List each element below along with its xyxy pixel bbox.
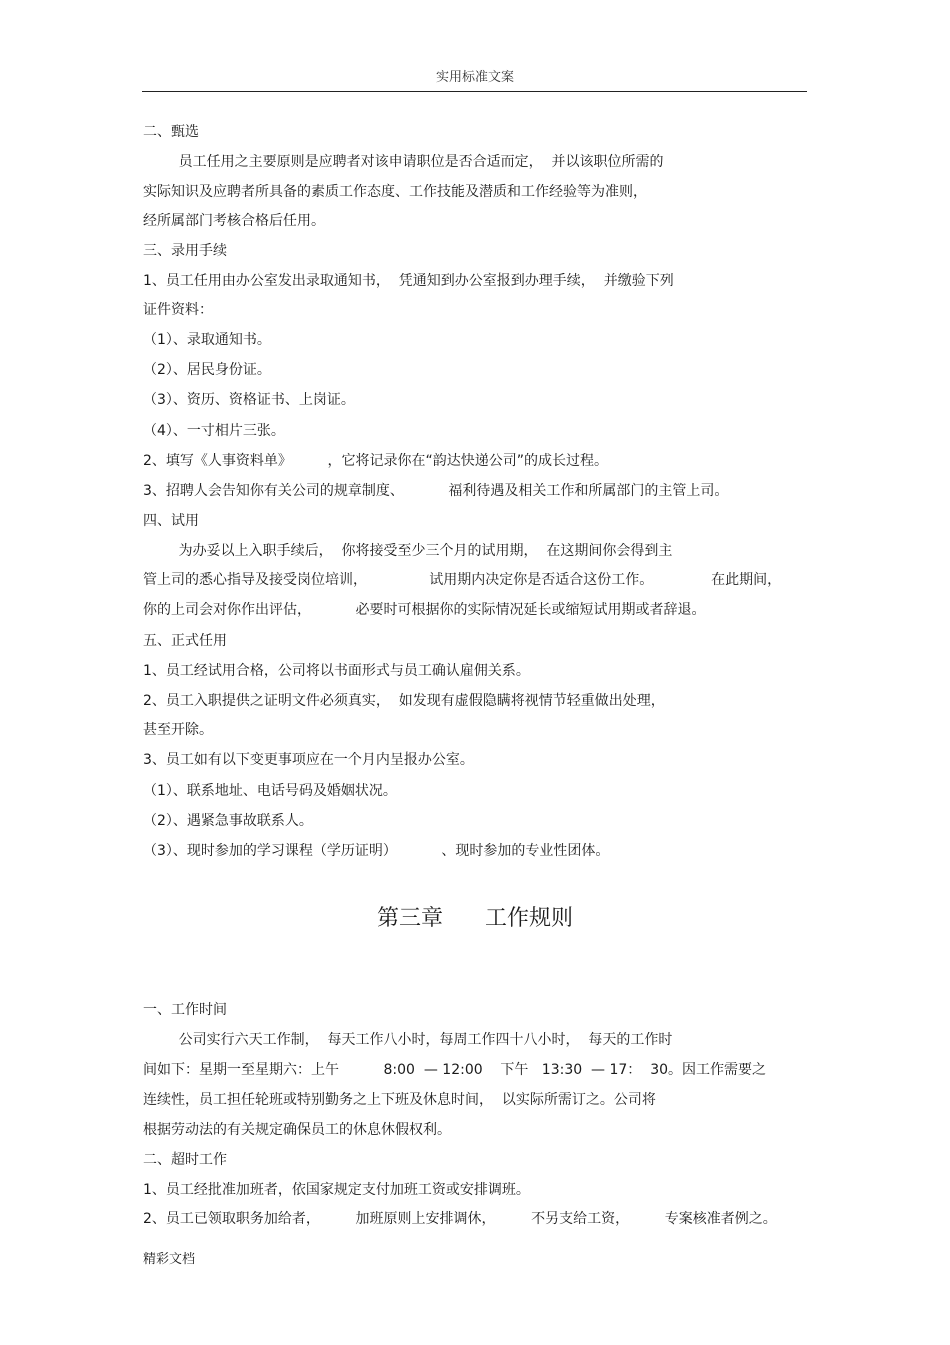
paragraph-line: 1、员工经试用合格，公司将以书面形式与员工确认雇佣关系。 bbox=[143, 663, 530, 679]
paragraph-line: 间如下：星期一至星期六：上午 8:00 — 12:00 下午 13:30 — 17： 30。因工作需要之 bbox=[143, 1062, 767, 1078]
list-item: （2）、遇紧急事故联系人。 bbox=[143, 813, 313, 829]
page-footer: 精彩文档 bbox=[143, 1252, 196, 1267]
paragraph-line: 实际知识及应聘者所具备的素质工作态度、工作技能及潜质和工作经验等为准则， bbox=[143, 184, 647, 200]
page-header: 实用标准文案 bbox=[435, 70, 514, 85]
section-heading: 二、超时工作 bbox=[143, 1152, 227, 1168]
section-heading: 四、试用 bbox=[143, 513, 199, 529]
header-rule bbox=[142, 91, 807, 92]
section-heading: 五、正式任用 bbox=[143, 633, 227, 649]
list-item: （3）、资历、资格证书、上岗证。 bbox=[143, 392, 355, 408]
chapter-title: 第三章 工作规则 bbox=[377, 906, 573, 931]
paragraph-line: 经所属部门考核合格后任用。 bbox=[143, 213, 325, 229]
paragraph-line: 为办妥以上入职手续后， 你将接受至少三个月的试用期， 在这期间你会得到主 bbox=[143, 543, 673, 559]
paragraph-line: 甚至开除。 bbox=[143, 722, 213, 738]
list-item: （1）、联系地址、电话号码及婚姻状况。 bbox=[143, 783, 397, 799]
paragraph-line: 根据劳动法的有关规定确保员工的休息休假权利。 bbox=[143, 1122, 451, 1138]
section-heading: 三、录用手续 bbox=[143, 243, 227, 259]
section-heading: 二、甄选 bbox=[143, 124, 199, 140]
paragraph-line: 1、员工任用由办公室发出录取通知书， 凭通知到办公室报到办理手续， 并缴验下列 bbox=[143, 273, 674, 289]
list-item: （4）、一寸相片三张。 bbox=[143, 423, 285, 439]
section-heading: 一、工作时间 bbox=[143, 1002, 227, 1018]
paragraph-line: 证件资料： bbox=[143, 302, 213, 318]
paragraph-line: 2、填写《人事资料单》 ，它将记录你在“韵达快递公司”的成长过程。 bbox=[143, 453, 609, 469]
paragraph-line: 1、员工经批准加班者，依国家规定支付加班工资或安排调班。 bbox=[143, 1182, 530, 1198]
paragraph-line: 3、员工如有以下变更事项应在一个月内呈报办公室。 bbox=[143, 752, 474, 768]
paragraph-line: 2、员工入职提供之证明文件必须真实， 如发现有虚假隐瞒将视情节轻重做出处理， bbox=[143, 693, 665, 709]
paragraph-line: 员工任用之主要原则是应聘者对该申请职位是否合适而定， 并以该职位所需的 bbox=[143, 154, 664, 170]
paragraph-line: 3、招聘人会告知你有关公司的规章制度、 福利待遇及相关工作和所属部门的主管上司。 bbox=[143, 483, 729, 499]
paragraph-line: 连续性，员工担任轮班或特别勤务之上下班及休息时间， 以实际所需订之。公司将 bbox=[143, 1092, 656, 1108]
list-item: （3）、现时参加的学习课程（学历证明） 、现时参加的专业性团体。 bbox=[143, 843, 610, 859]
paragraph-line: 管上司的悉心指导及接受岗位培训， 试用期内决定你是否适合这份工作。 在此期间， bbox=[143, 572, 782, 588]
list-item: （1）、录取通知书。 bbox=[143, 332, 271, 348]
paragraph-line: 公司实行六天工作制， 每天工作八小时，每周工作四十八小时， 每天的工作时 bbox=[143, 1032, 673, 1048]
paragraph-line: 2、员工已领取职务加给者， 加班原则上安排调休， 不另支给工资， 专案核准者例之。 bbox=[143, 1211, 777, 1227]
paragraph-line: 你的上司会对你作出评估， 必要时可根据你的实际情况延长或缩短试用期或者辞退。 bbox=[143, 602, 706, 618]
list-item: （2）、居民身份证。 bbox=[143, 362, 271, 378]
